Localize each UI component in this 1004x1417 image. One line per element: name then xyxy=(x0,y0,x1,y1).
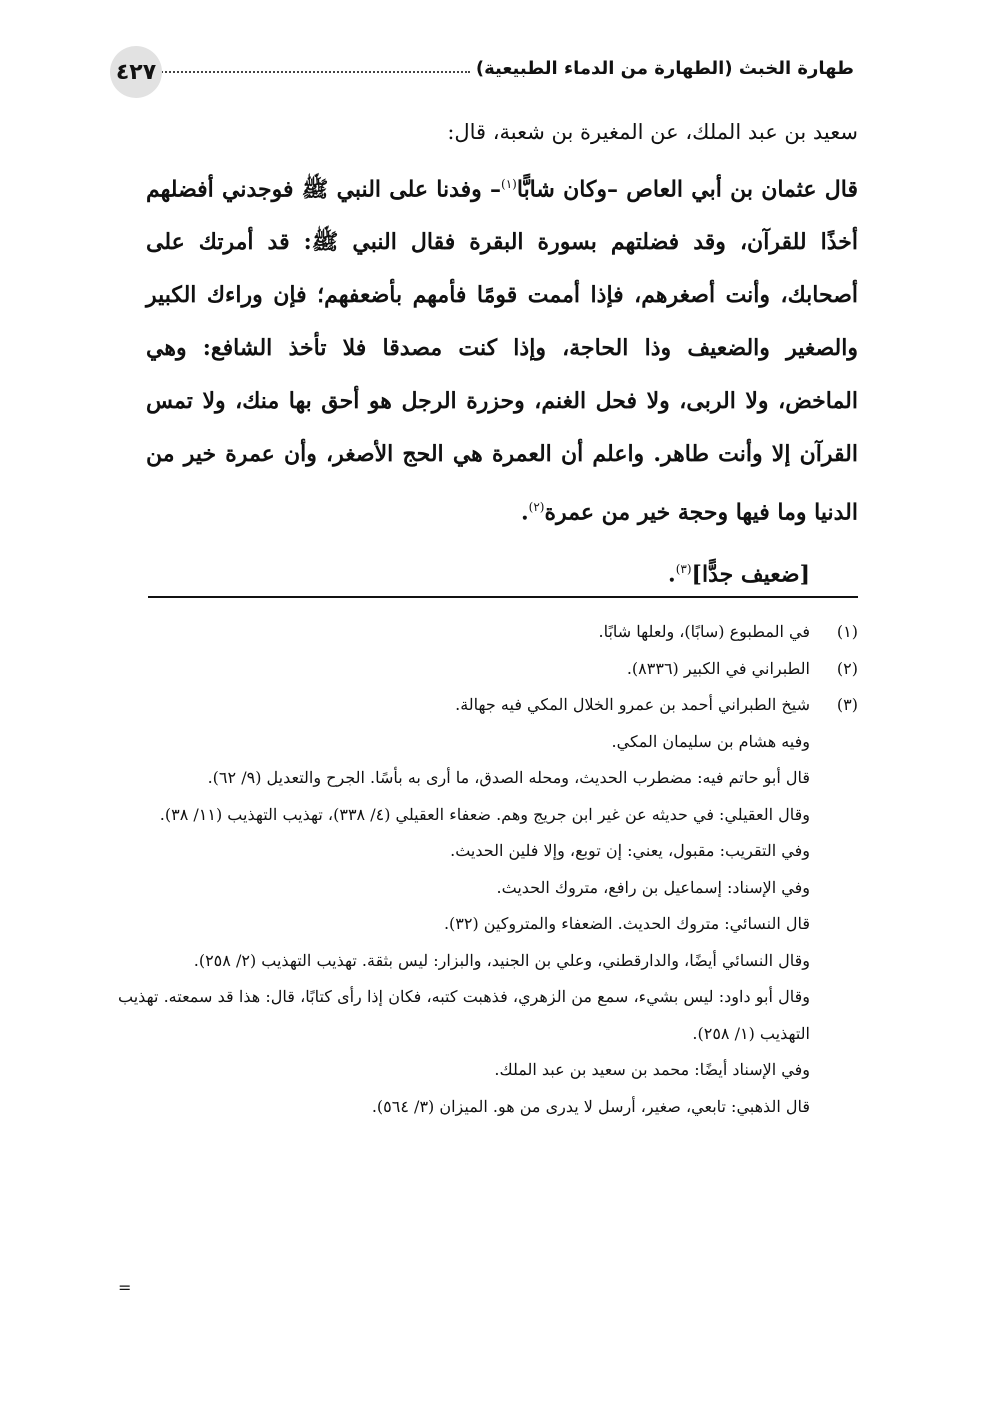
grading-text: [ضعيف جدًّا] xyxy=(691,560,810,587)
footnote-3-line: قال أبو حاتم فيه: مضطرب الحديث، ومحله الصدق، ما أرى به بأسًا. الجرح والتعديل (٩/ ٦٢). xyxy=(207,768,810,787)
footnote-1 xyxy=(118,614,858,651)
footnote-number: (٢) xyxy=(836,658,858,678)
footnote-text: شيخ الطبراني أحمد بن عمرو الخلال المكي فيه جهالة. xyxy=(455,695,810,714)
header-leader-dots xyxy=(154,71,470,73)
hadith-end: . xyxy=(520,499,529,526)
footnote-2 xyxy=(118,651,858,688)
footnote-text: الطبراني في الكبير (٨٣٣٦). xyxy=(626,658,810,678)
grading xyxy=(146,544,810,599)
continuation-mark: = xyxy=(118,1278,132,1297)
main-text xyxy=(146,110,858,599)
chapter-title: طهارة الخبث (الطهارة من الدماء الطبيعية) xyxy=(475,57,854,79)
isnad-line: سعيد بن عبد الملك، عن المغيرة بن شعبة، قال: xyxy=(447,120,858,144)
footnote-3-line: وفي الإسناد: إسماعيل بن رافع، متروك الحديث. xyxy=(496,877,810,897)
footnote-number: (٣) xyxy=(836,695,858,714)
footnote-3 xyxy=(118,687,858,724)
hadith-part-1: قال عثمان بن أبي العاص –وكان شابًّا xyxy=(516,176,858,203)
footnote-3-line: قال النسائي: متروك الحديث. الضعفاء والمتروكين (٣٢). xyxy=(443,914,810,933)
hadith-part-2: – وفدنا على النبي ﷺ فوجدني أفضلهم أخذًا للقرآن، وقد فضلتهم بسورة البقرة فقال النبي ﷺ: قد أمرتك على أصحابك، وأنت أصغرهم، فإذا أممت قومًا فأمهم بأضعفهم؛ فإن وراءك الكبير والصغير والضعيف وذا الحاجة، وإذا كنت مصدقا فلا تأخذ الشافع: وهي الماخض، ولا الربى، ولا فحل الغنم، وحزرة الرجل هو أحق بها منك، ولا تمس القرآن إلا وأنت طاهر. واعلم أن العمرة هي الحج الأصغر، وأن عمرة خير من الدنيا وما فيها وحجة خير من عمرة xyxy=(146,176,858,526)
footnote-ref-2[interactable]: (٢) xyxy=(528,500,545,515)
hadith-text xyxy=(146,158,858,540)
footnote-number: (١) xyxy=(836,622,858,641)
footnote-3-line: وقال العقيلي: في حديثه عن غير ابن جريج وهم. ضعفاء العقيلي (٤/ ٣٣٨)، تهذيب التهذيب (١١/ ٣٨). xyxy=(159,804,810,824)
footnote-3-line: وقال أبو داود: ليس بشيء، سمع من الزهري، فذهبت كتبه، فكان إذا رأى كتابًا، قال: هذا قد سمعته. تهذيب التهذيب (١/ ٢٥٨). xyxy=(118,987,810,1043)
footnote-text: في المطبوع (سابًا)، ولعلها شابًا. xyxy=(598,622,810,641)
footnotes xyxy=(118,614,858,1125)
footnote-ref-3[interactable]: (٣) xyxy=(675,561,692,576)
footnote-ref-1[interactable]: (١) xyxy=(501,177,517,191)
grading-end: . xyxy=(668,560,676,587)
footnote-3-line: وفيه هشام بن سليمان المكي. xyxy=(611,731,810,751)
footnote-3-line: وفي الإسناد أيضًا: محمد بن سعيد بن عبد الملك. xyxy=(494,1060,810,1079)
running-header xyxy=(154,48,854,88)
footnote-separator xyxy=(148,596,858,598)
footnote-3-line: وقال النسائي أيضًا، والدارقطني، وعلي بن الجنيد، والبزار: ليس بثقة. تهذيب التهذيب (٢/ ٢٥٨). xyxy=(193,950,810,970)
footnote-3-line: قال الذهبي: تابعي، صغير، أرسل لا يدرى من هو. الميزان (٣/ ٥٦٤). xyxy=(371,1096,810,1116)
page-number: ٤٢٧ xyxy=(110,46,162,98)
footnote-3-line: وفي التقريب: مقبول، يعني: إن توبع، وإلا فلين الحديث. xyxy=(450,841,810,860)
